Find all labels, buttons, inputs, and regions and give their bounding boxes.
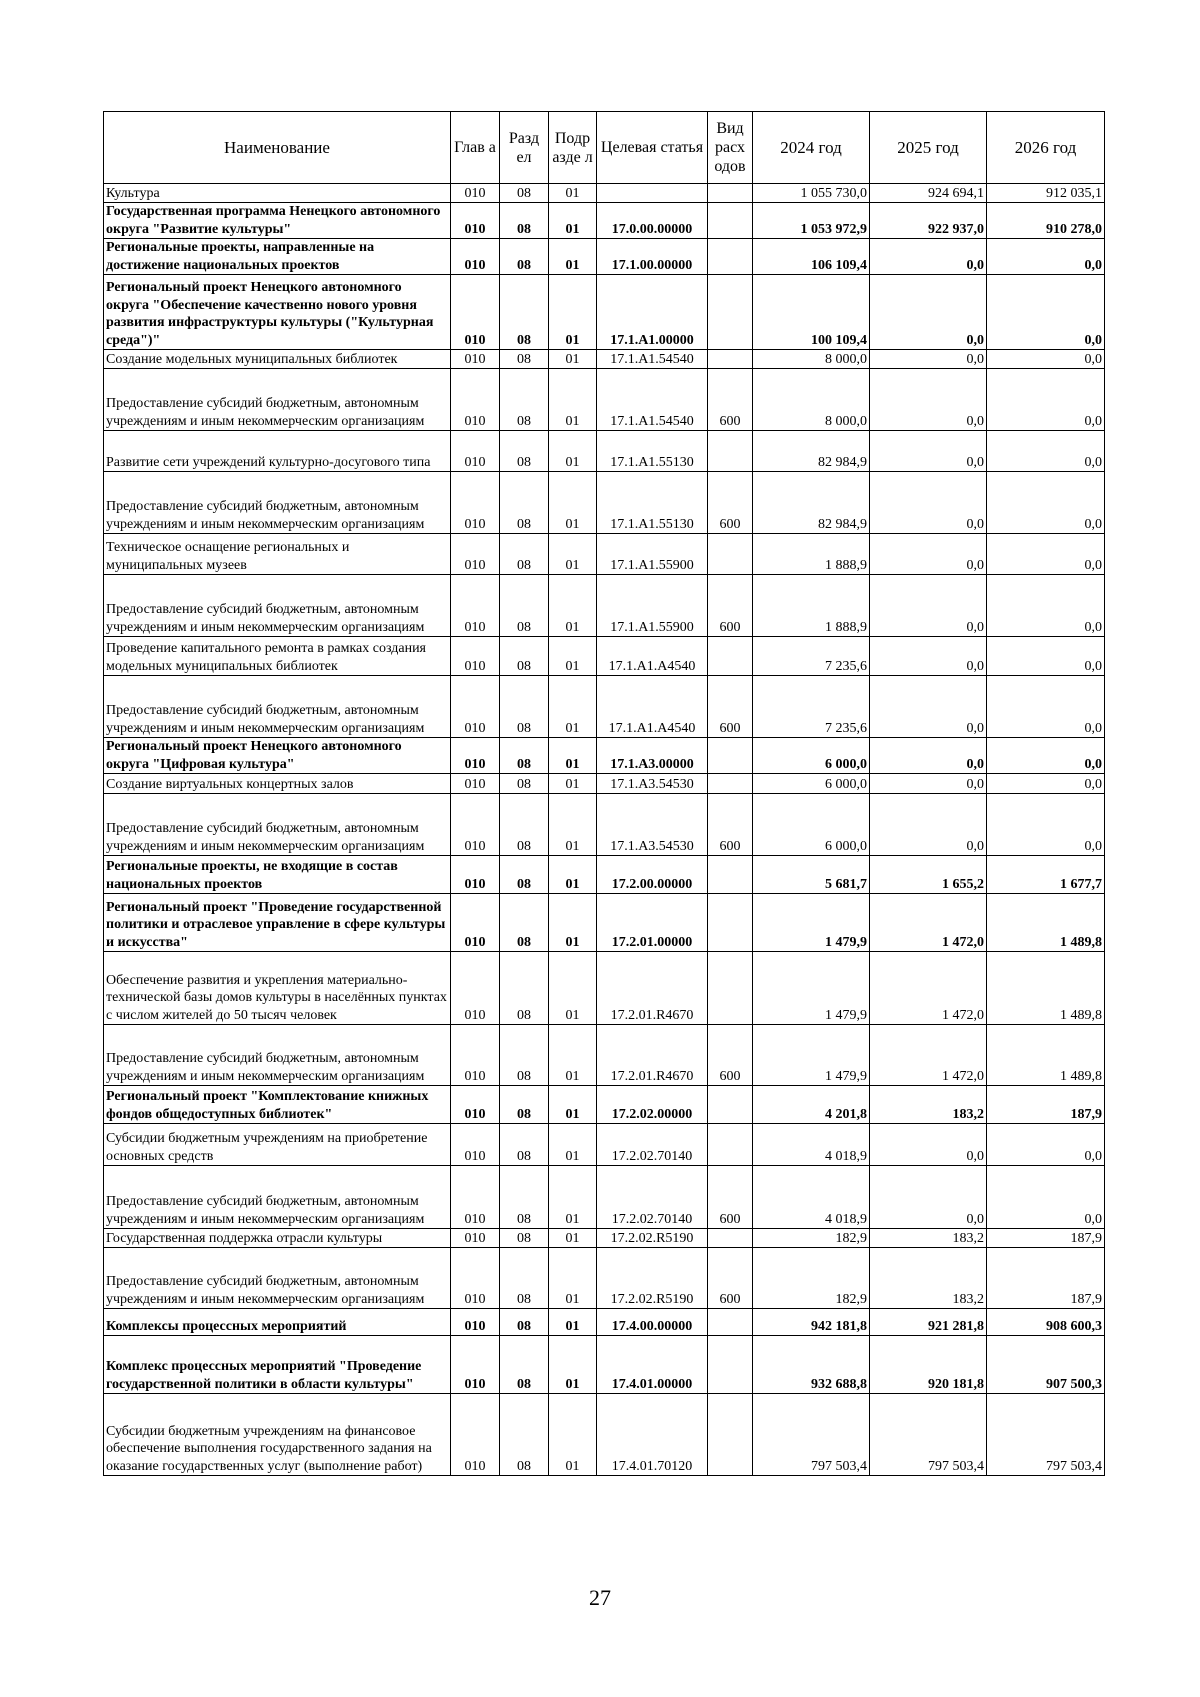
- row-glava: 010: [451, 774, 500, 794]
- row-amount-2026: 187,9: [987, 1086, 1105, 1124]
- row-expense-type: [708, 894, 753, 952]
- row-amount-2024: 1 888,9: [753, 575, 870, 637]
- row-amount-2025: 183,2: [870, 1086, 987, 1124]
- row-podrazdel: 01: [549, 1309, 597, 1336]
- table-row: [104, 856, 1105, 894]
- row-amount-2025: 0,0: [870, 637, 987, 676]
- row-amount-2025: 0,0: [870, 350, 987, 369]
- row-target-article: 17.1.A1.55900: [597, 534, 708, 575]
- row-expense-type: 600: [708, 472, 753, 534]
- row-target-article: 17.4.01.00000: [597, 1336, 708, 1394]
- row-target-article: 17.1.A1.A4540: [597, 637, 708, 676]
- row-glava: 010: [451, 534, 500, 575]
- header-name: Наименование: [104, 112, 451, 184]
- row-amount-2026: 1 489,8: [987, 894, 1105, 952]
- row-amount-2025: 0,0: [870, 472, 987, 534]
- row-glava: 010: [451, 203, 500, 239]
- row-amount-2024: 82 984,9: [753, 472, 870, 534]
- row-name: Региональный проект Ненецкого автономного округа "Обеспечение качественно нового уровня развития инфраструктуры культуры ("Культурная среда")": [104, 275, 451, 350]
- table-row: [104, 738, 1105, 774]
- row-expense-type: 600: [708, 369, 753, 431]
- row-glava: 010: [451, 1248, 500, 1309]
- table-row: [104, 275, 1105, 350]
- row-amount-2024: 8 000,0: [753, 350, 870, 369]
- row-amount-2025: 0,0: [870, 794, 987, 856]
- row-amount-2026: 1 489,8: [987, 952, 1105, 1025]
- row-expense-type: 600: [708, 794, 753, 856]
- table-row: [104, 1309, 1105, 1336]
- row-razdel: 08: [500, 1336, 549, 1394]
- row-podrazdel: 01: [549, 275, 597, 350]
- row-glava: 010: [451, 239, 500, 275]
- row-name: Региональный проект "Комплектование книжных фондов общедоступных библиотек": [104, 1086, 451, 1124]
- row-razdel: 08: [500, 1309, 549, 1336]
- row-expense-type: [708, 1229, 753, 1248]
- table-row: [104, 894, 1105, 952]
- row-razdel: 08: [500, 575, 549, 637]
- row-glava: 010: [451, 856, 500, 894]
- row-expense-type: 600: [708, 676, 753, 738]
- row-name: Субсидии бюджетным учреждениям на финансовое обеспечение выполнения государственного задания на оказание государственных услуг (выполнение работ): [104, 1394, 451, 1476]
- row-amount-2025: 183,2: [870, 1248, 987, 1309]
- row-amount-2026: 0,0: [987, 774, 1105, 794]
- row-expense-type: [708, 239, 753, 275]
- row-amount-2024: 4 018,9: [753, 1166, 870, 1229]
- row-amount-2026: 0,0: [987, 794, 1105, 856]
- table-row: [104, 637, 1105, 676]
- row-glava: 010: [451, 1166, 500, 1229]
- row-amount-2024: 4 018,9: [753, 1124, 870, 1166]
- row-expense-type: [708, 856, 753, 894]
- row-amount-2026: 0,0: [987, 637, 1105, 676]
- row-razdel: 08: [500, 431, 549, 472]
- row-razdel: 08: [500, 1229, 549, 1248]
- row-expense-type: [708, 738, 753, 774]
- row-amount-2026: 0,0: [987, 1166, 1105, 1229]
- row-amount-2026: 0,0: [987, 275, 1105, 350]
- table-row: [104, 1086, 1105, 1124]
- row-glava: 010: [451, 1124, 500, 1166]
- row-target-article: 17.1.A1.00000: [597, 275, 708, 350]
- row-target-article: 17.1.A1.54540: [597, 350, 708, 369]
- row-expense-type: 600: [708, 575, 753, 637]
- row-amount-2026: 0,0: [987, 431, 1105, 472]
- row-amount-2024: 8 000,0: [753, 369, 870, 431]
- row-name: Создание виртуальных концертных залов: [104, 774, 451, 794]
- row-amount-2026: 0,0: [987, 676, 1105, 738]
- row-podrazdel: 01: [549, 1336, 597, 1394]
- row-amount-2024: 182,9: [753, 1229, 870, 1248]
- row-podrazdel: 01: [549, 184, 597, 203]
- row-name: Предоставление субсидий бюджетным, автономным учреждениям и иным некоммерческим организациям: [104, 794, 451, 856]
- row-expense-type: [708, 1124, 753, 1166]
- row-podrazdel: 01: [549, 774, 597, 794]
- row-glava: 010: [451, 794, 500, 856]
- row-amount-2024: 6 000,0: [753, 738, 870, 774]
- row-razdel: 08: [500, 369, 549, 431]
- row-amount-2025: 1 472,0: [870, 1025, 987, 1086]
- row-name: Техническое оснащение региональных и муниципальных музеев: [104, 534, 451, 575]
- row-target-article: 17.2.02.70140: [597, 1166, 708, 1229]
- row-expense-type: [708, 184, 753, 203]
- row-amount-2026: 187,9: [987, 1229, 1105, 1248]
- row-amount-2024: 4 201,8: [753, 1086, 870, 1124]
- row-name: Предоставление субсидий бюджетным, автономным учреждениям и иным некоммерческим организациям: [104, 575, 451, 637]
- row-glava: 010: [451, 275, 500, 350]
- row-amount-2025: 924 694,1: [870, 184, 987, 203]
- table-row: [104, 1025, 1105, 1086]
- row-name: Региональные проекты, направленные на достижение национальных проектов: [104, 239, 451, 275]
- table-row: [104, 1229, 1105, 1248]
- row-name: Комплекс процессных мероприятий "Проведение государственной политики в области культуры": [104, 1336, 451, 1394]
- row-glava: 010: [451, 1025, 500, 1086]
- row-razdel: 08: [500, 1025, 549, 1086]
- header-year-2026: 2026 год: [987, 112, 1105, 184]
- row-amount-2026: 0,0: [987, 738, 1105, 774]
- row-podrazdel: 01: [549, 350, 597, 369]
- row-expense-type: [708, 774, 753, 794]
- row-expense-type: [708, 203, 753, 239]
- row-name: Государственная поддержка отрасли культуры: [104, 1229, 451, 1248]
- row-name: Предоставление субсидий бюджетным, автономным учреждениям и иным некоммерческим организациям: [104, 676, 451, 738]
- table-row: [104, 1166, 1105, 1229]
- row-target-article: 17.2.00.00000: [597, 856, 708, 894]
- row-razdel: 08: [500, 350, 549, 369]
- row-name: Создание модельных муниципальных библиотек: [104, 350, 451, 369]
- row-glava: 010: [451, 350, 500, 369]
- row-glava: 010: [451, 472, 500, 534]
- row-glava: 010: [451, 1229, 500, 1248]
- row-glava: 010: [451, 1394, 500, 1476]
- row-name: Региональные проекты, не входящие в состав национальных проектов: [104, 856, 451, 894]
- row-amount-2026: 0,0: [987, 534, 1105, 575]
- row-podrazdel: 01: [549, 794, 597, 856]
- row-podrazdel: 01: [549, 952, 597, 1025]
- row-amount-2025: 0,0: [870, 369, 987, 431]
- row-target-article: 17.2.02.R5190: [597, 1248, 708, 1309]
- table-row: [104, 774, 1105, 794]
- row-name: Обеспечение развития и укрепления материально-технической базы домов культуры в населённых пунктах с числом жителей до 50 тысяч человек: [104, 952, 451, 1025]
- header-year-2025: 2025 год: [870, 112, 987, 184]
- table-row: [104, 203, 1105, 239]
- row-expense-type: [708, 952, 753, 1025]
- row-amount-2024: 5 681,7: [753, 856, 870, 894]
- row-amount-2024: 7 235,6: [753, 637, 870, 676]
- row-glava: 010: [451, 431, 500, 472]
- row-podrazdel: 01: [549, 676, 597, 738]
- header-expense-type: Вид расх одов: [708, 112, 753, 184]
- row-amount-2026: 1 489,8: [987, 1025, 1105, 1086]
- row-razdel: 08: [500, 472, 549, 534]
- row-amount-2024: 1 888,9: [753, 534, 870, 575]
- row-amount-2025: 921 281,8: [870, 1309, 987, 1336]
- row-razdel: 08: [500, 738, 549, 774]
- table-row: [104, 794, 1105, 856]
- row-amount-2024: 1 479,9: [753, 894, 870, 952]
- row-amount-2025: 922 937,0: [870, 203, 987, 239]
- row-glava: 010: [451, 1309, 500, 1336]
- page-number: 27: [589, 1585, 611, 1610]
- row-podrazdel: 01: [549, 1248, 597, 1309]
- header-glava: Глав а: [451, 112, 500, 184]
- row-podrazdel: 01: [549, 894, 597, 952]
- row-amount-2024: 182,9: [753, 1248, 870, 1309]
- row-razdel: 08: [500, 637, 549, 676]
- row-name: Предоставление субсидий бюджетным, автономным учреждениям и иным некоммерческим организациям: [104, 472, 451, 534]
- row-podrazdel: 01: [549, 472, 597, 534]
- row-target-article: 17.1.A3.54530: [597, 774, 708, 794]
- row-amount-2025: 0,0: [870, 774, 987, 794]
- row-podrazdel: 01: [549, 1166, 597, 1229]
- row-amount-2024: 6 000,0: [753, 794, 870, 856]
- row-podrazdel: 01: [549, 1025, 597, 1086]
- row-razdel: 08: [500, 239, 549, 275]
- row-name: Культура: [104, 184, 451, 203]
- row-name: Региональный проект "Проведение государственной политики и отраслевое управление в сфере культуры и искусства": [104, 894, 451, 952]
- row-razdel: 08: [500, 794, 549, 856]
- table-row: [104, 472, 1105, 534]
- table-row: [104, 575, 1105, 637]
- row-target-article: 17.1.A3.00000: [597, 738, 708, 774]
- row-target-article: 17.2.01.00000: [597, 894, 708, 952]
- header-row: [104, 112, 1105, 184]
- row-glava: 010: [451, 952, 500, 1025]
- row-expense-type: [708, 1309, 753, 1336]
- row-razdel: 08: [500, 1166, 549, 1229]
- table-row: [104, 184, 1105, 203]
- row-glava: 010: [451, 369, 500, 431]
- row-amount-2024: 100 109,4: [753, 275, 870, 350]
- row-expense-type: [708, 350, 753, 369]
- row-amount-2025: 797 503,4: [870, 1394, 987, 1476]
- row-amount-2026: 0,0: [987, 472, 1105, 534]
- row-podrazdel: 01: [549, 856, 597, 894]
- row-razdel: 08: [500, 184, 549, 203]
- row-amount-2025: 183,2: [870, 1229, 987, 1248]
- row-name: Проведение капитального ремонта в рамках создания модельных муниципальных библиотек: [104, 637, 451, 676]
- row-amount-2026: 0,0: [987, 350, 1105, 369]
- row-target-article: 17.1.A1.55130: [597, 472, 708, 534]
- row-amount-2024: 942 181,8: [753, 1309, 870, 1336]
- row-razdel: 08: [500, 1124, 549, 1166]
- row-glava: 010: [451, 1086, 500, 1124]
- header-razdel: Разд ел: [500, 112, 549, 184]
- row-amount-2024: 797 503,4: [753, 1394, 870, 1476]
- row-expense-type: 600: [708, 1248, 753, 1309]
- row-amount-2026: 187,9: [987, 1248, 1105, 1309]
- row-amount-2025: 0,0: [870, 575, 987, 637]
- row-amount-2026: 912 035,1: [987, 184, 1105, 203]
- row-razdel: 08: [500, 774, 549, 794]
- row-glava: 010: [451, 676, 500, 738]
- row-razdel: 08: [500, 676, 549, 738]
- row-amount-2026: 797 503,4: [987, 1394, 1105, 1476]
- row-amount-2024: 932 688,8: [753, 1336, 870, 1394]
- row-amount-2026: 0,0: [987, 575, 1105, 637]
- row-name: Региональный проект Ненецкого автономного округа "Цифровая культура": [104, 738, 451, 774]
- row-expense-type: [708, 275, 753, 350]
- row-glava: 010: [451, 738, 500, 774]
- row-expense-type: [708, 1086, 753, 1124]
- row-target-article: 17.1.A1.A4540: [597, 676, 708, 738]
- row-name: Предоставление субсидий бюджетным, автономным учреждениям и иным некоммерческим организациям: [104, 1025, 451, 1086]
- row-amount-2024: 106 109,4: [753, 239, 870, 275]
- row-amount-2025: 0,0: [870, 275, 987, 350]
- row-amount-2024: 6 000,0: [753, 774, 870, 794]
- row-target-article: 17.1.A1.55130: [597, 431, 708, 472]
- header-target-article: Целевая статья: [597, 112, 708, 184]
- row-expense-type: 600: [708, 1025, 753, 1086]
- row-amount-2026: 0,0: [987, 239, 1105, 275]
- row-glava: 010: [451, 894, 500, 952]
- row-target-article: 17.2.01.R4670: [597, 1025, 708, 1086]
- row-amount-2024: 1 479,9: [753, 952, 870, 1025]
- row-razdel: 08: [500, 856, 549, 894]
- row-razdel: 08: [500, 1248, 549, 1309]
- row-amount-2025: 1 472,0: [870, 894, 987, 952]
- row-name: Комплексы процессных мероприятий: [104, 1309, 451, 1336]
- row-target-article: 17.1.A1.54540: [597, 369, 708, 431]
- row-podrazdel: 01: [549, 738, 597, 774]
- row-razdel: 08: [500, 534, 549, 575]
- row-glava: 010: [451, 1336, 500, 1394]
- row-amount-2024: 1 479,9: [753, 1025, 870, 1086]
- table-body: [104, 184, 1105, 1476]
- table-row: [104, 431, 1105, 472]
- row-razdel: 08: [500, 1394, 549, 1476]
- row-amount-2025: 0,0: [870, 1124, 987, 1166]
- row-target-article: 17.2.02.70140: [597, 1124, 708, 1166]
- row-target-article: 17.2.02.00000: [597, 1086, 708, 1124]
- table-row: [104, 676, 1105, 738]
- table-row: [104, 1248, 1105, 1309]
- row-amount-2026: 908 600,3: [987, 1309, 1105, 1336]
- row-target-article: 17.2.02.R5190: [597, 1229, 708, 1248]
- table-row: [104, 1394, 1105, 1476]
- row-expense-type: [708, 534, 753, 575]
- row-name: Предоставление субсидий бюджетным, автономным учреждениям и иным некоммерческим организациям: [104, 1166, 451, 1229]
- header-year-2024: 2024 год: [753, 112, 870, 184]
- row-podrazdel: 01: [549, 369, 597, 431]
- row-expense-type: [708, 637, 753, 676]
- row-podrazdel: 01: [549, 239, 597, 275]
- row-razdel: 08: [500, 1086, 549, 1124]
- row-podrazdel: 01: [549, 1229, 597, 1248]
- row-razdel: 08: [500, 275, 549, 350]
- row-amount-2024: 7 235,6: [753, 676, 870, 738]
- row-target-article: 17.4.01.70120: [597, 1394, 708, 1476]
- row-expense-type: 600: [708, 1166, 753, 1229]
- row-name: Предоставление субсидий бюджетным, автономным учреждениям и иным некоммерческим организациям: [104, 1248, 451, 1309]
- table-row: [104, 369, 1105, 431]
- row-amount-2025: 0,0: [870, 738, 987, 774]
- row-target-article: 17.1.00.00000: [597, 239, 708, 275]
- row-podrazdel: 01: [549, 534, 597, 575]
- row-target-article: 17.1.A3.54530: [597, 794, 708, 856]
- row-glava: 010: [451, 184, 500, 203]
- row-amount-2026: 910 278,0: [987, 203, 1105, 239]
- row-podrazdel: 01: [549, 431, 597, 472]
- row-target-article: [597, 184, 708, 203]
- row-podrazdel: 01: [549, 1124, 597, 1166]
- row-razdel: 08: [500, 894, 549, 952]
- row-amount-2025: 0,0: [870, 534, 987, 575]
- row-amount-2026: 1 677,7: [987, 856, 1105, 894]
- row-razdel: 08: [500, 952, 549, 1025]
- row-glava: 010: [451, 637, 500, 676]
- row-amount-2025: 0,0: [870, 431, 987, 472]
- row-amount-2026: 0,0: [987, 1124, 1105, 1166]
- row-amount-2024: 1 055 730,0: [753, 184, 870, 203]
- row-name: Развитие сети учреждений культурно-досугового типа: [104, 431, 451, 472]
- row-podrazdel: 01: [549, 637, 597, 676]
- row-target-article: 17.1.A1.55900: [597, 575, 708, 637]
- row-podrazdel: 01: [549, 1086, 597, 1124]
- row-amount-2024: 1 053 972,9: [753, 203, 870, 239]
- table-row: [104, 1336, 1105, 1394]
- row-amount-2026: 0,0: [987, 369, 1105, 431]
- table-row: [104, 534, 1105, 575]
- row-amount-2025: 0,0: [870, 1166, 987, 1229]
- row-target-article: 17.2.01.R4670: [597, 952, 708, 1025]
- row-expense-type: [708, 1336, 753, 1394]
- header-podrazdel: Подр азде л: [549, 112, 597, 184]
- row-amount-2025: 0,0: [870, 676, 987, 738]
- row-name: Предоставление субсидий бюджетным, автономным учреждениям и иным некоммерческим организациям: [104, 369, 451, 431]
- row-amount-2025: 1 472,0: [870, 952, 987, 1025]
- row-expense-type: [708, 431, 753, 472]
- table-row: [104, 350, 1105, 369]
- budget-table: [103, 111, 1105, 1476]
- row-expense-type: [708, 1394, 753, 1476]
- row-amount-2025: 0,0: [870, 239, 987, 275]
- table-row: [104, 239, 1105, 275]
- row-podrazdel: 01: [549, 575, 597, 637]
- row-amount-2026: 907 500,3: [987, 1336, 1105, 1394]
- row-name: Государственная программа Ненецкого автономного округа "Развитие культуры": [104, 203, 451, 239]
- row-razdel: 08: [500, 203, 549, 239]
- row-glava: 010: [451, 575, 500, 637]
- row-amount-2024: 82 984,9: [753, 431, 870, 472]
- row-target-article: 17.4.00.00000: [597, 1309, 708, 1336]
- row-target-article: 17.0.00.00000: [597, 203, 708, 239]
- table-row: [104, 952, 1105, 1025]
- row-podrazdel: 01: [549, 1394, 597, 1476]
- row-name: Субсидии бюджетным учреждениям на приобретение основных средств: [104, 1124, 451, 1166]
- row-amount-2025: 1 655,2: [870, 856, 987, 894]
- table-row: [104, 1124, 1105, 1166]
- row-amount-2025: 920 181,8: [870, 1336, 987, 1394]
- row-podrazdel: 01: [549, 203, 597, 239]
